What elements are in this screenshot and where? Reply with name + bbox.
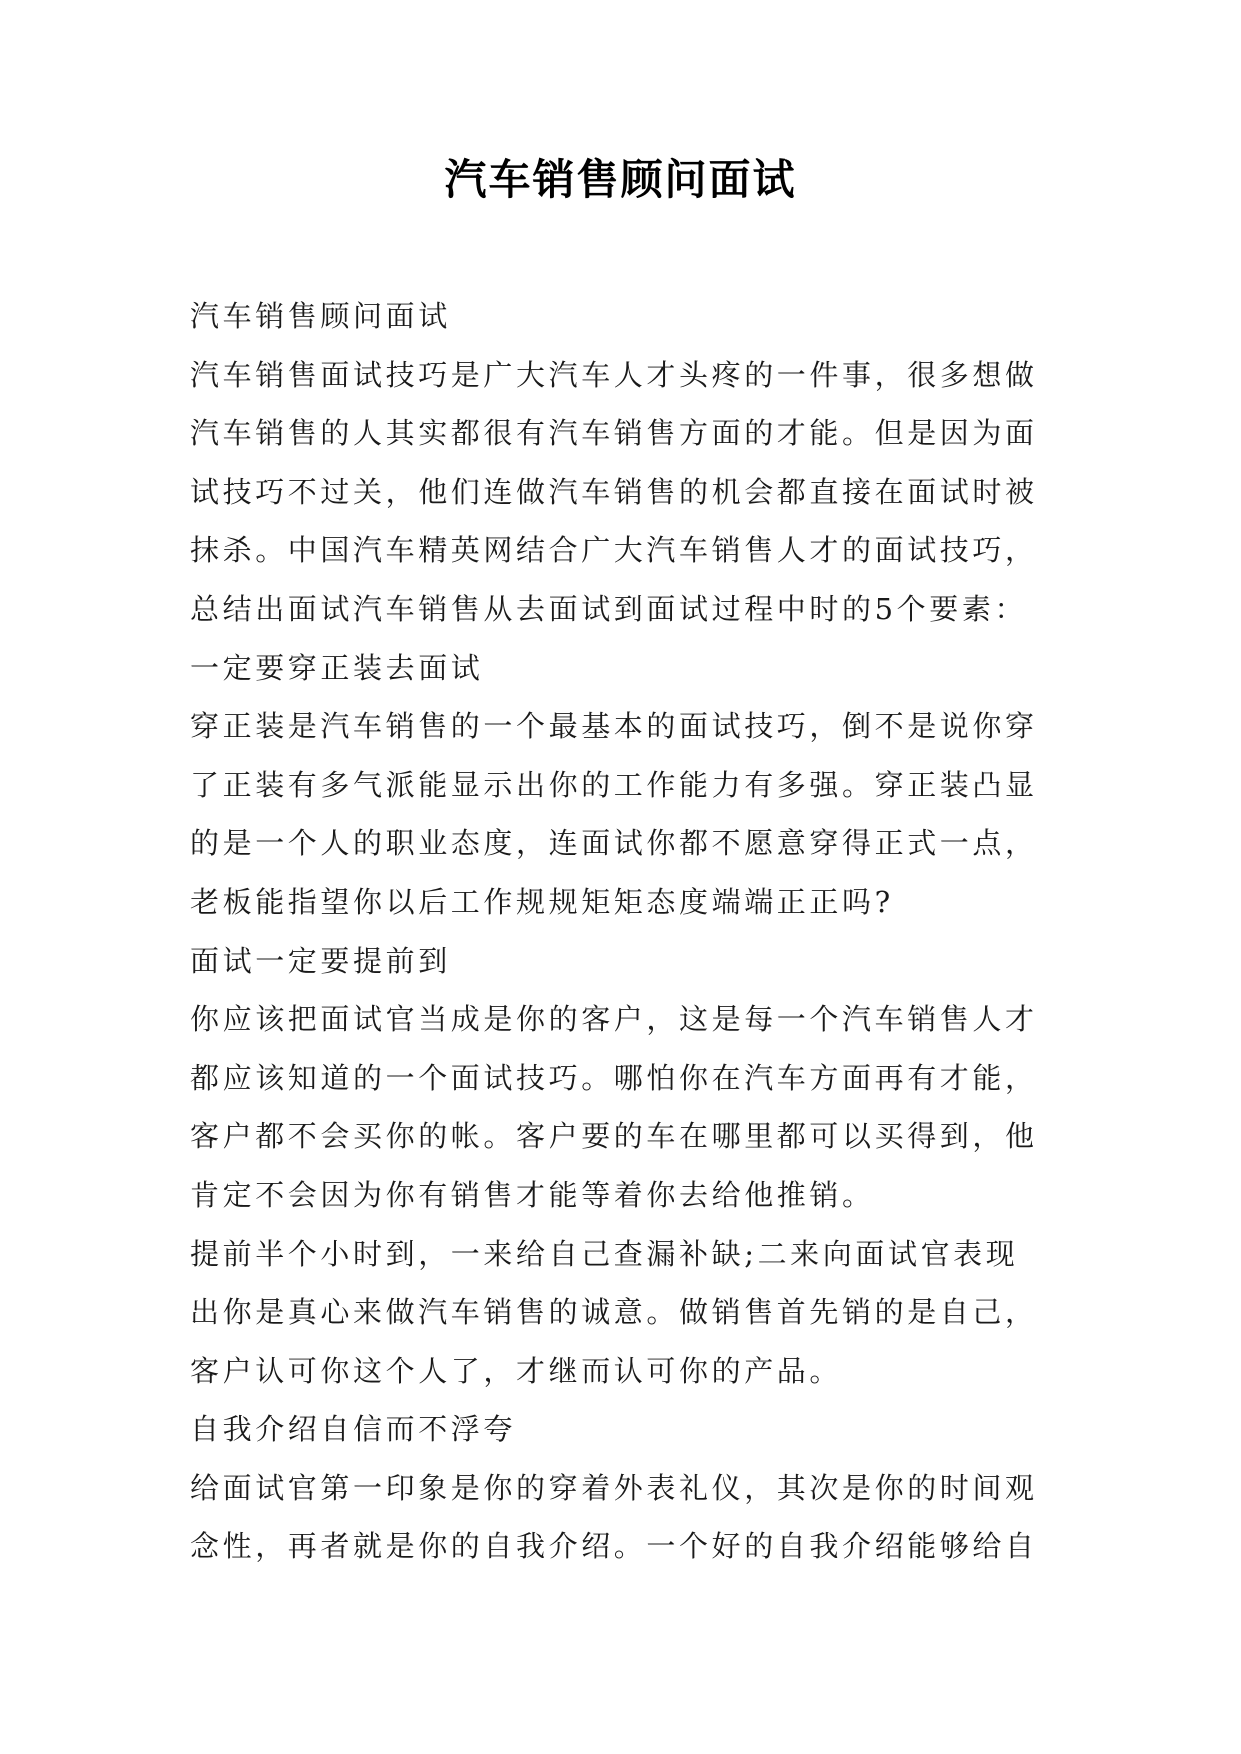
text-line: 抹杀。中国汽车精英网结合广大汽车销售人才的面试技巧， [190,533,1038,568]
text-line: 汽车销售面试技巧是广大汽车人才头疼的一件事，很多想做 [190,357,1038,392]
text-line: 肯定不会因为你有销售才能等着你去给他推销。 [190,1177,875,1212]
text-line: 都应该知道的一个面试技巧。哪怕你在汽车方面再有才能， [190,1060,1038,1095]
text-line: 了正装有多气派能显示出你的工作能力有多强。穿正装凸显 [190,767,1038,802]
text-line: 客户都不会买你的帐。客户要的车在哪里都可以买得到，他 [190,1119,1038,1154]
text-line: 汽车销售顾问面试 [190,299,451,333]
text-line: 汽车销售的人其实都很有汽车销售方面的才能。但是因为面 [190,416,1038,451]
text-line: 客户认可你这个人了，才继而认可你的产品。 [190,1353,843,1388]
text-line: 一定要穿正装去面试 [190,650,484,685]
text-line: 穿正装是汽车销售的一个最基本的面试技巧，倒不是说你穿 [190,709,1038,744]
text-line: 试技巧不过关，他们连做汽车销售的机会都直接在面试时被 [190,474,1038,509]
text-line: 提前半个小时到，一来给自己查漏补缺;二来向面试官表现 [190,1236,1019,1271]
text-line: 面试一定要提前到 [190,943,451,978]
text-line: 念性，再者就是你的自我介绍。一个好的自我介绍能够给自 [190,1529,1038,1564]
text-line: 老板能指望你以后工作规规矩矩态度端端正正吗? [190,884,894,919]
text-line: 你应该把面试官当成是你的客户，这是每一个汽车销售人才 [190,1002,1038,1037]
document-title: 汽车销售顾问面试 [444,155,797,204]
text-line: 的是一个人的职业态度，连面试你都不愿意穿得正式一点， [190,826,1038,861]
text-line: 总结出面试汽车销售从去面试到面试过程中时的5个要素： [190,591,1028,626]
text-line: 自我介绍自信而不浮夸 [190,1412,517,1447]
text-line: 出你是真心来做汽车销售的诚意。做销售首先销的是自己， [190,1295,1038,1330]
document-body [190,287,1062,1576]
text-line: 给面试官第一印象是你的穿着外表礼仪，其次是你的时间观 [190,1470,1038,1505]
